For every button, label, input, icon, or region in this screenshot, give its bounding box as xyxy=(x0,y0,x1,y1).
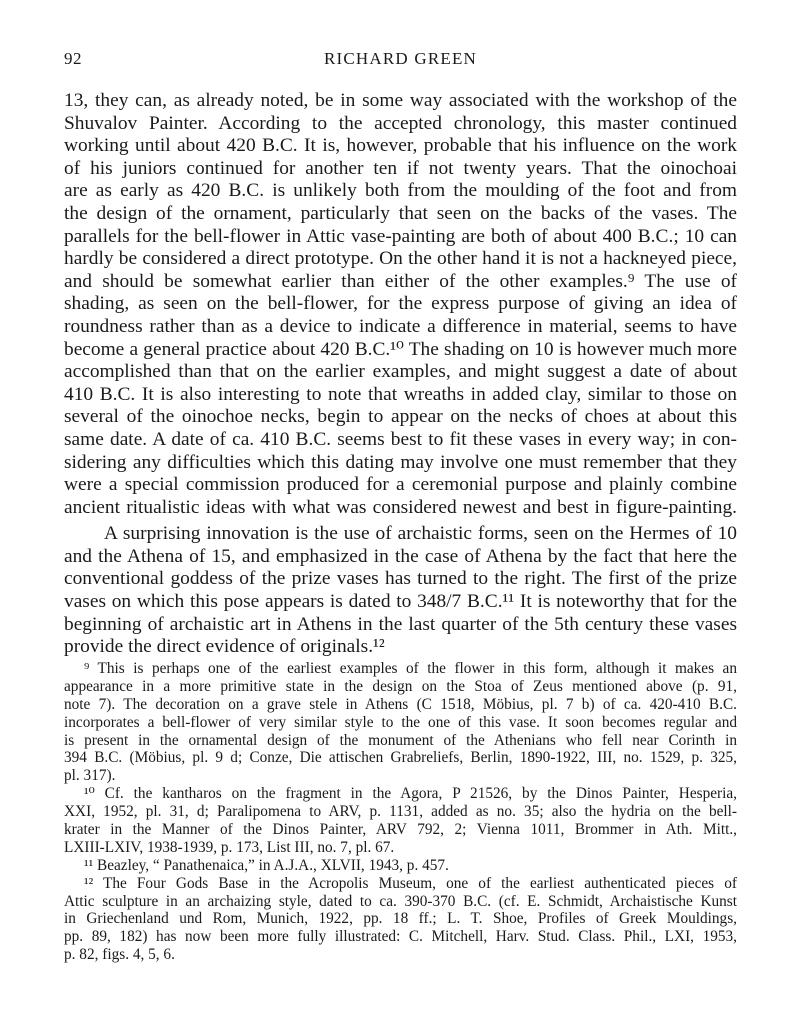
text-line: of his juniors continued for another ten if not twenty years. That the oinochoai xyxy=(64,157,737,179)
footnote-10 xyxy=(64,785,737,857)
page-number: 92 xyxy=(64,49,82,68)
footnote-line: ¹¹ Beazley, “ Panathenaica,” in A.J.A., XLVII, 1943, p. 457. xyxy=(84,856,449,874)
paragraph-2 xyxy=(64,523,737,659)
text-line: beginning of archaistic art in Athens in the last quarter of the 5th century these vases xyxy=(64,613,737,635)
text-line: same date. A date of ca. 410 B.C. seems best to fit these vases in every way; in con- xyxy=(64,428,737,450)
footnote-line: pl. 317). xyxy=(64,767,116,785)
text-line: were a special commission produced for a ceremonial purpose and plainly combine xyxy=(64,474,737,496)
page-header xyxy=(64,49,737,73)
footnote-line: is present in the ornamental design of the monument of the Athenians who fell near Corinth in xyxy=(64,731,737,749)
text-line: conventional goddess of the prize vases has turned to the right. The first of the prize xyxy=(64,568,737,590)
text-line: Shuvalov Painter. According to the accepted chronology, this master continued xyxy=(64,112,737,134)
text-line: sidering any difficulties which this dating may involve one must remember that they xyxy=(64,451,737,473)
main-text xyxy=(64,90,737,659)
footnote-line: Attic sculpture in an archaizing style, dated to ca. 390-370 B.C. (cf. E. Schmidt, Archaistische Kunst xyxy=(64,892,737,910)
text-line: parallels for the bell-flower in Attic vase-painting are both of about 400 B.C.; 10 can xyxy=(64,225,737,247)
footnote-line: p. 82, figs. 4, 5, 6. xyxy=(64,946,175,964)
footnote-line: krater in the Manner of the Dinos Painter, ARV 792, 2; Vienna 1011, Brommer in Ath. Mitt., xyxy=(64,821,737,839)
footnote-12 xyxy=(64,875,737,964)
footnote-line: ¹² The Four Gods Base in the Acropolis Museum, one of the earliest authenticated pieces of xyxy=(84,874,737,892)
text-line: several of the oinochoe necks, begin to appear on the necks of choes at about this xyxy=(64,406,737,428)
footnote-9 xyxy=(64,660,737,785)
text-line: 410 B.C. It is also interesting to note that wreaths in added clay, similar to those on xyxy=(64,383,737,405)
text-line: become a general practice about 420 B.C.¹⁰ The shading on 10 is however much more xyxy=(64,338,737,360)
footnote-line: ¹⁰ Cf. the kantharos on the fragment in the Agora, P 21526, by the Dinos Painter, Hesperia, xyxy=(84,785,737,803)
text-line: shading, as seen on the bell-flower, for the express purpose of giving an idea of xyxy=(64,293,737,315)
text-line: and should be somewhat earlier than either of the other examples.⁹ The use of xyxy=(64,270,737,292)
text-line: are as early as 420 B.C. is unlikely both from the moulding of the foot and from xyxy=(64,180,737,202)
footnote-line: ⁹ This is perhaps one of the earliest examples of the flower in this form, although it makes an xyxy=(84,660,737,677)
text-line: the design of the ornament, particularly that seen on the backs of the vases. The xyxy=(64,202,737,224)
text-line: A surprising innovation is the use of archaistic forms, seen on the Hermes of 10 xyxy=(104,523,737,545)
text-line: ancient ritualistic ideas with what was considered newest and best in figure-painting. xyxy=(64,496,737,518)
footnote-line: note 7). The decoration on a grave stele in Athens (C 1518, Möbius, pl. 7 b) of ca. 420-410 B.C. xyxy=(64,695,737,713)
text-line: provide the direct evidence of originals.¹² xyxy=(64,636,385,658)
footnote-11 xyxy=(64,857,737,875)
footnotes xyxy=(64,660,737,964)
text-line: hardly be considered a direct prototype. On the other hand it is not a hackneyed piece, xyxy=(64,248,737,270)
footnote-line: pp. 89, 182) has now been more fully illustrated: C. Mitchell, Harv. Stud. Class. Phil., LXI, 1953, xyxy=(64,928,737,946)
text-line: 13, they can, as already noted, be in some way associated with the workshop of the xyxy=(64,90,737,111)
text-line: accomplished than that on the earlier examples, and might suggest a date of about xyxy=(64,361,737,383)
paragraph-1 xyxy=(64,90,737,519)
text-line: vases on which this pose appears is dated to 348/7 B.C.¹¹ It is noteworthy that for the xyxy=(64,591,737,613)
footnote-line: incorporates a bell-flower of very similar style to the one of this vase. It soon becomes regular and xyxy=(64,713,737,731)
footnote-line: appearance in a more primitive state in the design on the Stoa of Zeus mentioned above (p. 91, xyxy=(64,677,737,695)
footnote-line: LXIII-LXIV, 1938-1939, p. 173, List III, no. 7, pl. 67. xyxy=(64,838,395,856)
text-line: roundness rather than as a device to indicate a difference in material, seems to have xyxy=(64,315,737,337)
footnote-line: 394 B.C. (Möbius, pl. 9 d; Conze, Die attischen Grabreliefs, Berlin, 1890-1922, III, no. 1529, p. 325, xyxy=(64,749,737,767)
footnote-line: in Griechenland und Rom, Munich, 1922, pp. 18 ff.; L. T. Shoe, Profiles of Greek Mouldings, xyxy=(64,910,737,928)
footnote-line: XXI, 1952, pl. 31, d; Paralipomena to ARV, p. 1131, added as no. 35; also the hydria on the bell- xyxy=(64,803,737,821)
running-head: RICHARD GREEN xyxy=(323,49,478,68)
text-line: working until about 420 B.C. It is, however, probable that his influence on the work xyxy=(64,135,737,157)
text-line: and the Athena of 15, and emphasized in the case of Athena by the fact that here the xyxy=(64,545,737,567)
